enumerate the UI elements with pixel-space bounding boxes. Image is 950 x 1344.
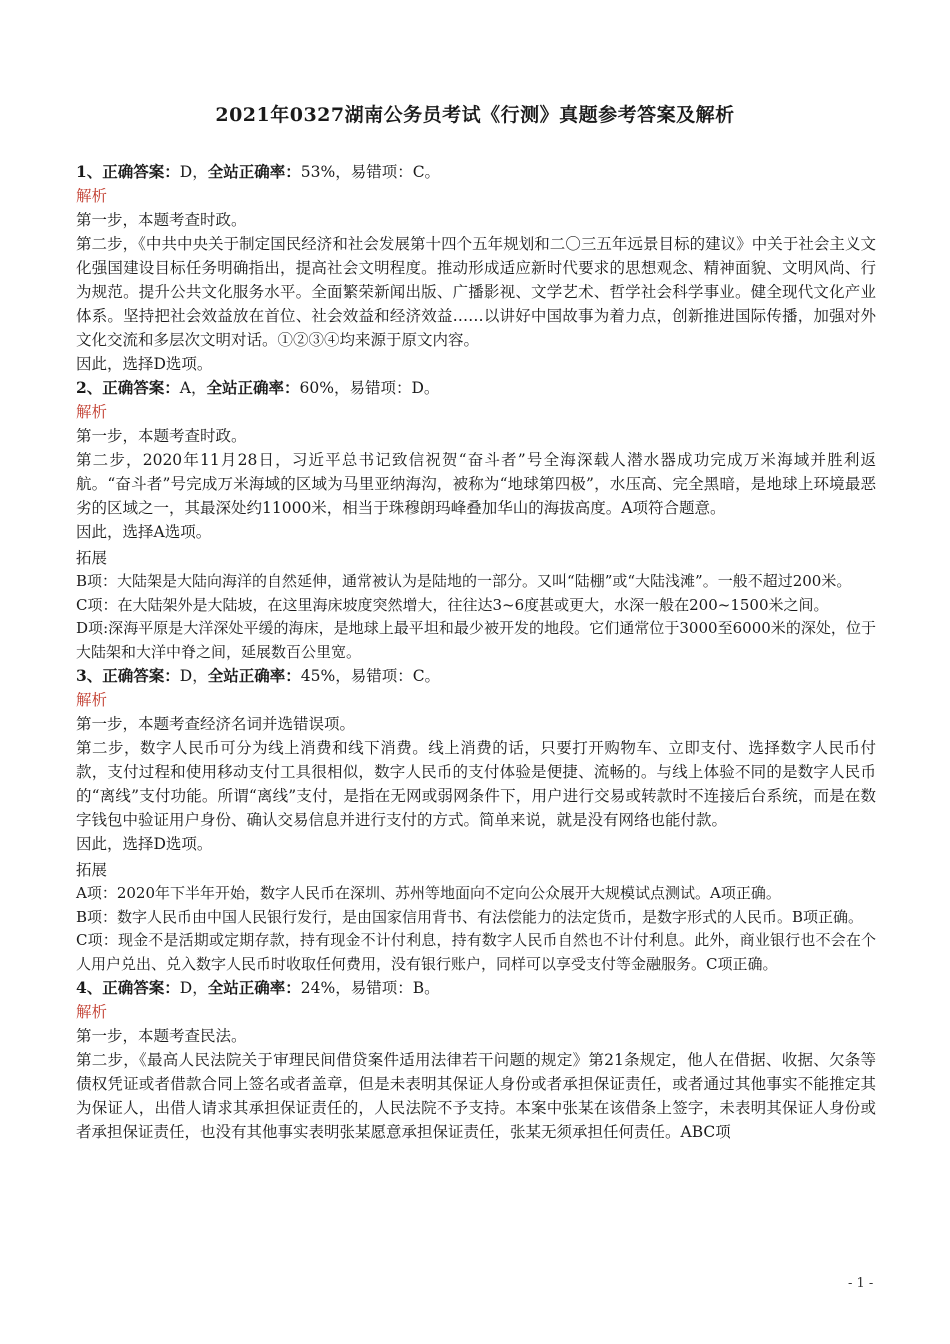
q1-answer: D， (179, 163, 208, 181)
q3-tuozhan-heading: 拓展 (76, 861, 108, 879)
question-1-header (76, 160, 876, 184)
q1-step2: 第二步，《中共中央关于制定国民经济和社会发展第十四个五年规划和二〇三五年远景目标的建议》中关于社会主义文化强国建设目标任务明确指出，提高社会文明程度。推动形成适应新时代要求的思想观念、精神面貌、文明风尚、行为规范。提升公共文化服务水平。全面繁荣新闻出版、广播影视、文学艺术、哲学社会科学事业。健全现代文化产业体系。坚持把社会效益放在首位、社会效益和经济效益……以讲好中国故事为着力点，创新推进国际传播，加强对外文化交流和多层次文明对话。①②③④均来源于原文内容。 (76, 235, 876, 349)
q2-step1: 第一步，本题考查时政。 (76, 427, 247, 445)
q3-answer-label: 3、正确答案： (76, 666, 180, 685)
q3-ext-a: A项：2020年下半年开始，数字人民币在深圳、苏州等地面向不定向公众展开大规模试点测试。A项正确。 (76, 884, 781, 902)
question-2-header (76, 376, 876, 400)
q4-answer: D， (179, 979, 208, 997)
q3-jiexi-heading: 解析 (76, 691, 108, 709)
question-3-header (76, 664, 876, 688)
q2-step2: 第二步，2020年11月28日，习近平总书记致信祝贺“奋斗者”号全海深载人潜水器成功完成万米海域并胜利返航。“奋斗者”号完成万米海域的区域为马里亚纳海沟，被称为“地球第四极”，水压高、完全黑暗，是地球上环境最恶劣的区域之一，其最深处约11000米，相当于珠穆朗玛峰叠加华山的海拔高度。A项符合题意。 (76, 451, 876, 517)
q3-answer: D， (179, 667, 208, 685)
document-title: 2021年0327湖南公务员考试《行测》真题参考答案及解析 (215, 104, 735, 126)
q2-tuozhan-heading: 拓展 (76, 549, 108, 567)
q2-ext-b: B项：大陆架是大陆向海洋的自然延伸，通常被认为是陆地的一部分。又叫“陆棚”或“大陆浅滩”。一般不超过200米。 (76, 572, 852, 590)
q2-jiexi-heading: 解析 (76, 403, 108, 421)
q4-jiexi-heading: 解析 (76, 1003, 108, 1021)
q4-answer-label: 4、正确答案： (76, 978, 180, 997)
q4-step1: 第一步，本题考查民法。 (76, 1027, 247, 1045)
page-number: - 1 - (848, 1276, 874, 1291)
q2-rate: 60%，易错项：D。 (299, 379, 440, 397)
q1-answer-label: 1、正确答案： (76, 162, 180, 181)
q3-ext-c: C项：现金不是活期或定期存款，持有现金不计付利息，持有数字人民币自然也不计付利息。此外，商业银行也不会在个人用户兑出、兑入数字人民币时收取任何费用，没有银行账户，同样可以享受支付等金融服务。C项正确。 (76, 931, 876, 973)
q3-step2: 第二步，数字人民币可分为线上消费和线下消费。线上消费的话，只要打开购物车、立即支付、选择数字人民币付款，支付过程和使用移动支付工具很相似，数字人民币的支付体验是便捷、流畅的。与线上体验不同的是数字人民币的“离线”支付功能。所谓“离线”支付，是指在无网或弱网条件下，用户进行交易或转款时不连接后台系统，而是在数字钱包中验证用户身份、确认交易信息并进行支付的方式。简单来说，就是没有网络也能付款。 (76, 739, 876, 829)
q1-rate-label: 全站正确率： (207, 162, 301, 181)
q3-conclusion: 因此，选择D选项。 (76, 835, 213, 853)
q3-rate-label: 全站正确率： (207, 666, 301, 685)
q3-rate: 45%，易错项：C。 (300, 667, 441, 685)
q1-conclusion: 因此，选择D选项。 (76, 355, 213, 373)
q2-conclusion: 因此，选择A选项。 (76, 523, 212, 541)
question-4-header (76, 976, 876, 1000)
q2-rate-label: 全站正确率： (206, 378, 300, 397)
q1-jiexi-heading: 解析 (76, 187, 108, 205)
q4-step2: 第二步，《最高人民法院关于审理民间借贷案件适用法律若干问题的规定》第21条规定，他人在借据、收据、欠条等债权凭证或者借款合同上签名或者盖章，但是未表明其保证人身份或者承担保证责任，或者通过其他事实不能推定其为保证人，出借人请求其承担保证责任的，人民法院不予支持。本案中张某在该借条上签字，未表明其保证人身份或者承担保证责任，也没有其他事实表明张某愿意承担保证责任，张某无须承担任何责任。ABC项 (76, 1051, 876, 1141)
q2-ext-c: C项：在大陆架外是大陆坡，在这里海床坡度突然增大，往往达3~6度甚或更大，水深一般在200~1500米之间。 (76, 595, 829, 614)
q4-rate: 24%，易错项：B。 (300, 979, 440, 997)
q3-ext-b: B项：数字人民币由中国人民银行发行，是由国家信用背书、有法偿能力的法定货币，是数字形式的人民币。B项正确。 (76, 907, 864, 926)
q2-answer-label: 2、正确答案： (76, 378, 180, 397)
q1-rate: 53%，易错项：C。 (300, 163, 441, 181)
q4-rate-label: 全站正确率： (207, 978, 301, 997)
q2-ext-d: D项:深海平原是大洋深处平缓的海床，是地球上最平坦和最少被开发的地段。它们通常位于3000至6000米的深处，位于大陆架和大洋中脊之间，延展数百公里宽。 (76, 619, 876, 661)
answer-content (76, 160, 876, 1144)
q3-step1: 第一步，本题考查经济名词并选错误项。 (76, 715, 356, 733)
q1-step1: 第一步，本题考查时政。 (76, 211, 247, 229)
q2-answer: A， (179, 379, 207, 397)
